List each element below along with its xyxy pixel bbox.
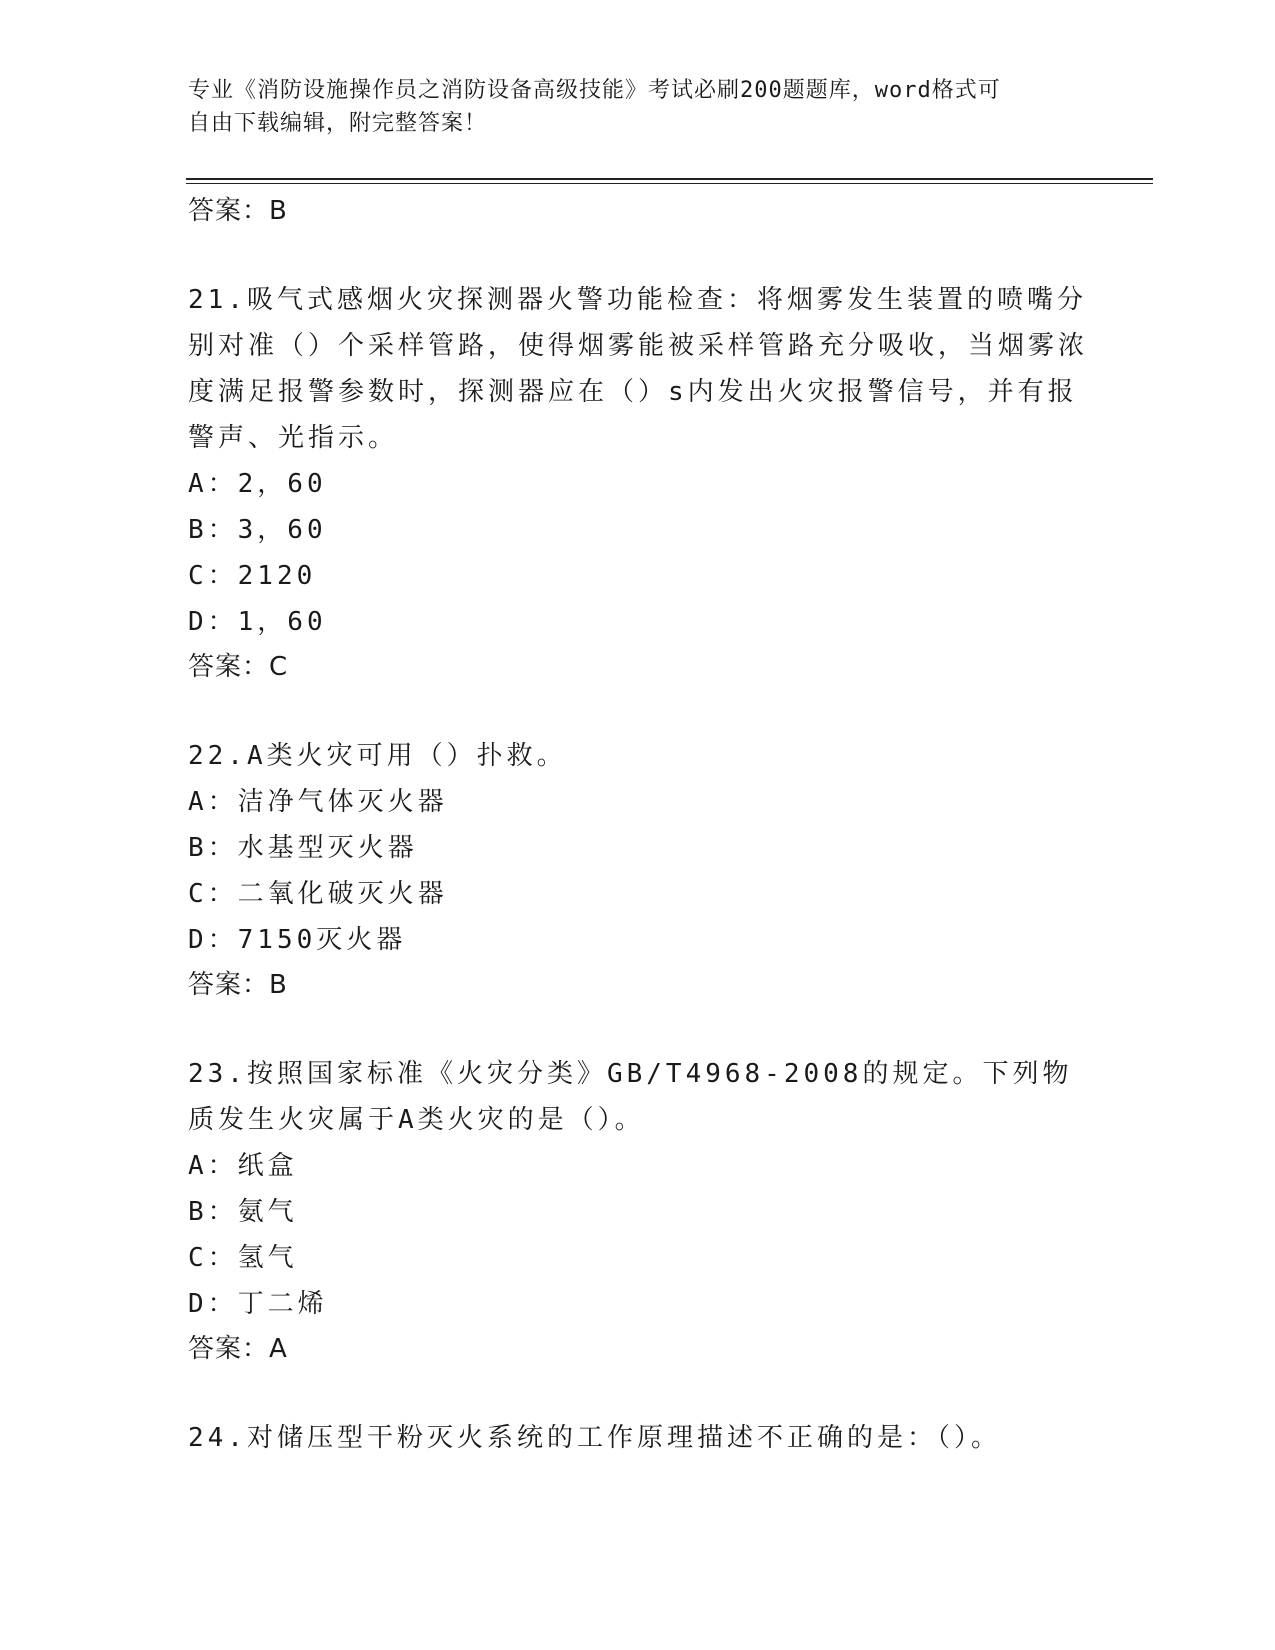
option-b: B：氨气 xyxy=(188,1197,298,1227)
header-line-2: 自由下载编辑，附完整答案！ xyxy=(188,111,488,136)
option-a: A：纸盒 xyxy=(188,1151,298,1181)
option-a: A：2，60 xyxy=(188,469,327,499)
question-text: 24.对储压型干粉灭火系统的工作原理描述不正确的是：（）。 xyxy=(188,1423,1001,1453)
option-b: B：水基型灭火器 xyxy=(188,833,418,863)
answer-line: 答案：C xyxy=(188,652,289,682)
option-c: C：二氧化破灭火器 xyxy=(188,879,448,909)
question-text: 21.吸气式感烟火灾探测器火警功能检查：将烟雾发生装置的喷嘴分别对准（）个采样管路，使得烟雾能被采样管路充分吸收，当烟雾浓度满足报警参数时，探测器应在（）s内发出火灾报警信号，并有报警声、光指示。 xyxy=(188,285,1089,453)
option-d: D：丁二烯 xyxy=(188,1289,328,1319)
option-d: D：1，60 xyxy=(188,607,327,637)
option-b: B：3，60 xyxy=(188,515,327,545)
answer-line: 答案：B xyxy=(188,970,288,1000)
header-rule-thin xyxy=(186,183,1153,184)
question-text: 23.按照国家标准《火灾分类》GB/T4968-2008的规定。下列物质发生火灾属于A类火灾的是（）。 xyxy=(188,1059,1073,1135)
question-block-23 xyxy=(188,1051,1088,1372)
option-c: C：氢气 xyxy=(188,1243,298,1273)
question-block-24 xyxy=(188,1415,1088,1461)
previous-answer: 答案：B xyxy=(188,196,288,226)
question-text: 22.A类火灾可用（）扑救。 xyxy=(188,741,567,771)
question-list xyxy=(188,189,1088,1461)
option-a: A：洁净气体灭火器 xyxy=(188,787,448,817)
answer-line: 答案：A xyxy=(188,1334,288,1364)
question-block-22 xyxy=(188,733,1088,1008)
header-rule-thick xyxy=(186,178,1153,180)
header-line-1: 专业《消防设施操作员之消防设备高级技能》考试必刷200题题库，word格式可 xyxy=(188,78,1001,103)
question-block-21 xyxy=(188,277,1088,690)
document-header xyxy=(188,74,1068,140)
option-c: C：2120 xyxy=(188,561,317,591)
option-d: D：7150灭火器 xyxy=(188,925,407,955)
